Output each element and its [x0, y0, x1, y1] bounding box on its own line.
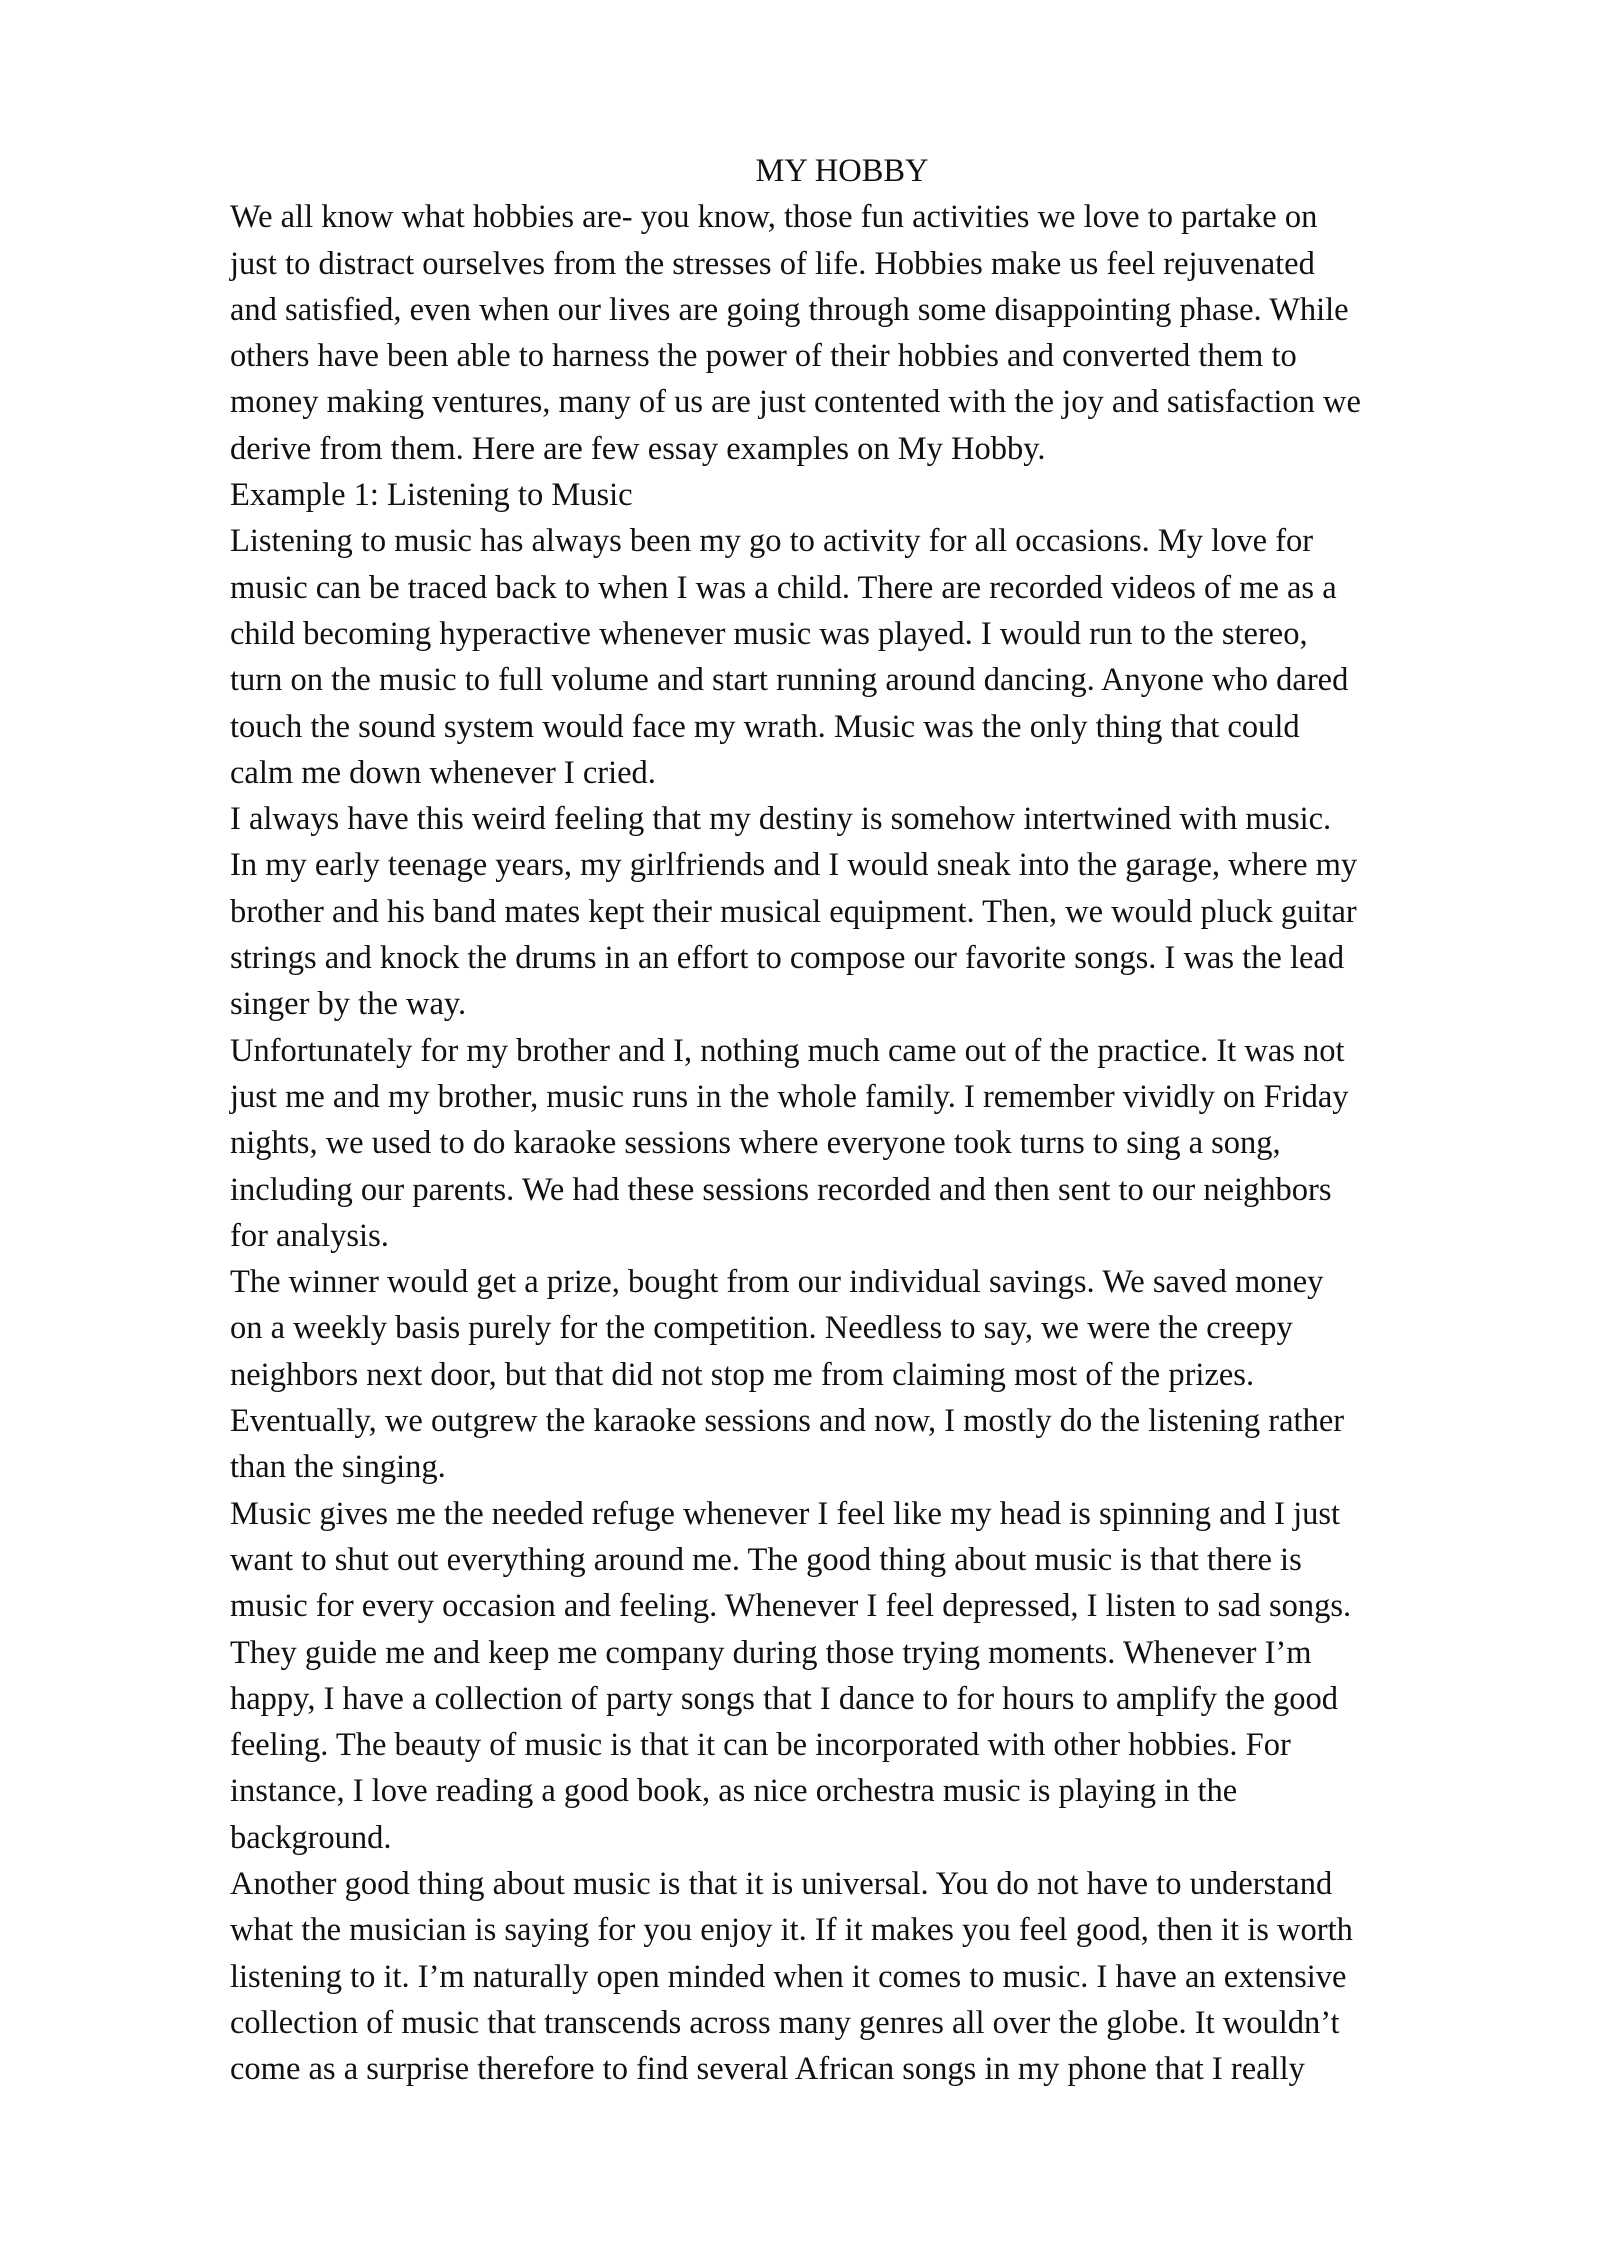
text-line: than the singing. [230, 1449, 446, 1486]
text-line: background. [230, 1819, 392, 1856]
text-line: instance, I love reading a good book, as nice orchestra music is playing in the [230, 1773, 1238, 1810]
text-line: In my early teenage years, my girlfriends and I would sneak into the garage, where my [230, 847, 1358, 884]
text-line: on a weekly basis purely for the competition. Needless to say, we were the creepy [230, 1310, 1293, 1347]
document-body [230, 148, 1480, 2092]
text-line: brother and his band mates kept their musical equipment. Then, we would pluck guitar [230, 893, 1357, 930]
text-line: including our parents. We had these sessions recorded and then sent to our neighbors [230, 1171, 1332, 1208]
text-line: derive from them. Here are few essay examples on My Hobby. [230, 430, 1046, 467]
text-line: calm me down whenever I cried. [230, 754, 656, 791]
text-line: neighbors next door, but that did not stop me from claiming most of the prizes. [230, 1356, 1255, 1393]
text-line: what the musician is saying for you enjoy it. If it makes you feel good, then it is worth [230, 1912, 1353, 1949]
text-line: Another good thing about music is that it is universal. You do not have to understand [230, 1865, 1333, 1902]
text-line: Listening to music has always been my go to activity for all occasions. My love for [230, 523, 1314, 560]
text-line: Eventually, we outgrew the karaoke sessions and now, I mostly do the listening rather [230, 1403, 1345, 1440]
text-line: They guide me and keep me company during those trying moments. Whenever I’m [230, 1634, 1312, 1671]
text-line: feeling. The beauty of music is that it can be incorporated with other hobbies. For [230, 1727, 1291, 1764]
text-line: turn on the music to full volume and start running around dancing. Anyone who dared [230, 662, 1349, 699]
text-line: touch the sound system would face my wrath. Music was the only thing that could [230, 708, 1300, 745]
document-text [230, 194, 1480, 2092]
text-line: want to shut out everything around me. The good thing about music is that there is [230, 1541, 1302, 1578]
text-line: I always have this weird feeling that my destiny is somehow intertwined with music. [230, 801, 1332, 838]
text-line: happy, I have a collection of party songs that I dance to for hours to amplify the good [230, 1680, 1338, 1717]
text-line: music for every occasion and feeling. Whenever I feel depressed, I listen to sad songs. [230, 1588, 1352, 1625]
text-line: others have been able to harness the power of their hobbies and converted them to [230, 338, 1297, 375]
text-line: Unfortunately for my brother and I, nothing much came out of the practice. It was not [230, 1032, 1345, 1069]
text-line: We all know what hobbies are- you know, those fun activities we love to partake on [230, 199, 1318, 236]
text-line: strings and knock the drums in an effort to compose our favorite songs. I was the lead [230, 940, 1345, 977]
text-line: for analysis. [230, 1217, 389, 1254]
text-line: The winner would get a prize, bought from our individual savings. We saved money [230, 1264, 1324, 1301]
text-line: child becoming hyperactive whenever music was played. I would run to the stereo, [230, 615, 1308, 652]
text-line: collection of music that transcends across many genres all over the globe. It wouldn’t [230, 2004, 1340, 2041]
text-line: and satisfied, even when our lives are going through some disappointing phase. While [230, 291, 1349, 328]
text-line: Music gives me the needed refuge whenever I feel like my head is spinning and I just [230, 1495, 1341, 1532]
text-line: listening to it. I’m naturally open minded when it comes to music. I have an extensive [230, 1958, 1347, 1995]
text-line: Example 1: Listening to Music [230, 477, 633, 514]
text-line: nights, we used to do karaoke sessions where everyone took turns to sing a song, [230, 1125, 1281, 1162]
document-title: MY HOBBY [755, 153, 929, 189]
text-line: just me and my brother, music runs in the whole family. I remember vividly on Friday [230, 1078, 1349, 1115]
text-line: just to distract ourselves from the stresses of life. Hobbies make us feel rejuvenated [230, 245, 1315, 282]
text-line: singer by the way. [230, 986, 467, 1023]
text-line: music can be traced back to when I was a child. There are recorded videos of me as a [230, 569, 1337, 606]
text-line: come as a surprise therefore to find several African songs in my phone that I really [230, 2051, 1305, 2088]
text-line: money making ventures, many of us are just contented with the joy and satisfaction we [230, 384, 1361, 421]
